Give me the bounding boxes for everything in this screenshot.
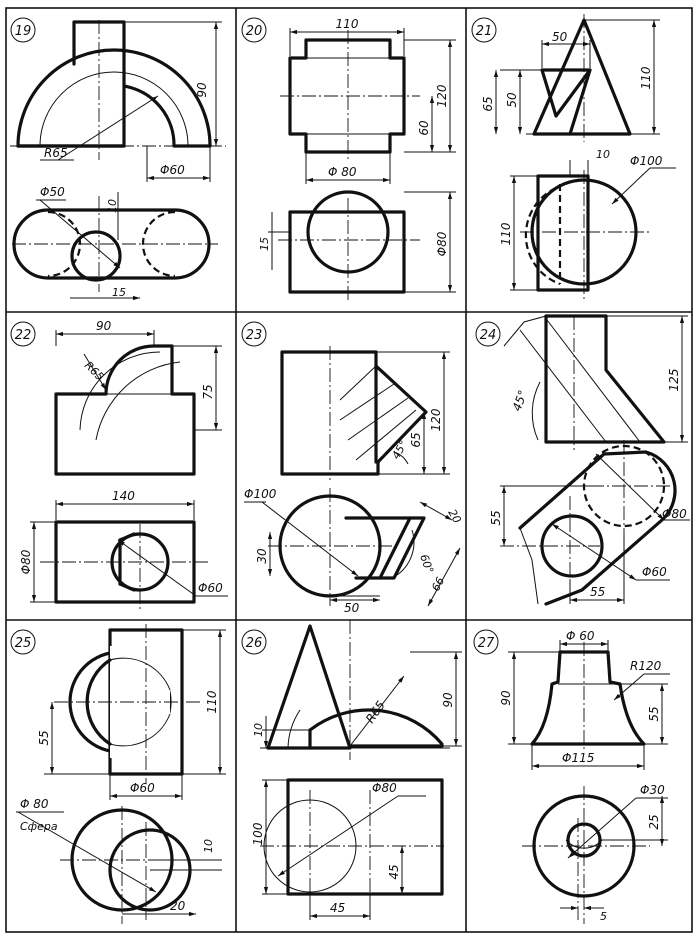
dim-label: 90 xyxy=(499,690,513,706)
dim-label: Φ60 xyxy=(198,581,223,595)
dim-label: Сфера xyxy=(20,820,58,833)
dim-label: Φ80 xyxy=(435,231,449,257)
problem-25 xyxy=(11,624,226,924)
problem-22 xyxy=(11,319,228,610)
dim-label: 120 xyxy=(429,408,443,432)
dim-label: Φ100 xyxy=(630,154,663,168)
dim-label: 120 xyxy=(435,84,449,108)
dim-label: 10 xyxy=(252,723,265,737)
dim-label: 65 xyxy=(481,96,495,112)
dim-label: 45 xyxy=(330,901,346,915)
dim-label: 45° xyxy=(389,438,411,462)
dim-label: Φ115 xyxy=(562,751,595,765)
problem-number: 24 xyxy=(479,328,497,343)
dim-label: 50 xyxy=(344,601,360,615)
dim-label: 15 xyxy=(258,237,271,251)
dim-label: R65 xyxy=(44,146,68,160)
problem-27 xyxy=(474,629,670,924)
dim-label: 55 xyxy=(647,706,661,722)
dim-label: R65 xyxy=(81,358,107,384)
dim-label: 90 xyxy=(195,82,209,98)
dim-label: Φ30 xyxy=(640,783,665,797)
problem-number: 21 xyxy=(475,24,493,39)
problem-number: 23 xyxy=(245,328,263,343)
dim-label: Φ60 xyxy=(130,781,155,795)
dim-label: 125 xyxy=(667,368,681,392)
dim-label: Φ80 xyxy=(662,507,687,521)
dim-label: 55 xyxy=(590,585,606,599)
dim-label: Φ50 xyxy=(40,185,65,199)
dim-label: 15 xyxy=(112,286,126,299)
dim-label: 110 xyxy=(499,222,513,246)
dim-label: 90 xyxy=(441,692,455,708)
dim-label: 30 xyxy=(255,548,269,564)
dim-label: 45 xyxy=(387,864,401,880)
problem-26 xyxy=(242,620,462,920)
dim-label: 140 xyxy=(112,489,135,503)
dim-label: Φ100 xyxy=(244,487,277,501)
problem-number: 22 xyxy=(14,328,32,343)
dim-label: 45° xyxy=(509,388,531,414)
problem-24 xyxy=(476,316,690,604)
problem-19 xyxy=(10,18,226,299)
dim-label: Φ60 xyxy=(160,163,185,177)
dim-label: 110 xyxy=(205,690,219,714)
dim-label: 50 xyxy=(505,92,519,108)
dim-label: 55 xyxy=(489,510,503,526)
dim-label: Φ80 xyxy=(19,549,33,575)
problem-23 xyxy=(242,322,464,615)
dim-label: 110 xyxy=(335,17,359,31)
dim-label: Φ 80 xyxy=(20,797,49,811)
dim-label: Φ 80 xyxy=(328,165,357,179)
dim-label: 20 xyxy=(445,507,464,526)
problem-number: 19 xyxy=(14,24,32,39)
dim-label: Φ60 xyxy=(642,565,667,579)
dim-label: 10 xyxy=(596,148,610,161)
dim-label: 25 xyxy=(647,814,661,830)
dim-label: 66 xyxy=(429,574,448,594)
problem-number: 27 xyxy=(477,636,495,651)
dim-label: 90 xyxy=(96,319,112,333)
dim-label: 60° xyxy=(417,552,437,576)
problem-number: 20 xyxy=(245,24,263,39)
dim-label: 10 xyxy=(106,199,119,213)
dim-label: R65 xyxy=(362,698,388,726)
problem-number: 26 xyxy=(245,636,263,651)
problem-20 xyxy=(242,17,456,300)
dim-label: 110 xyxy=(639,66,653,90)
dim-label: 50 xyxy=(552,30,568,44)
dim-label: 100 xyxy=(251,822,265,846)
dim-label: R120 xyxy=(630,659,662,673)
dim-label: 10 xyxy=(202,839,215,853)
dim-label: 20 xyxy=(170,899,186,913)
dim-label: 60 xyxy=(417,120,431,136)
dim-label: Φ80 xyxy=(372,781,397,795)
dim-label: Φ 60 xyxy=(566,629,595,643)
problem-21 xyxy=(472,14,676,300)
dim-label: 65 xyxy=(409,432,423,448)
problem-number: 25 xyxy=(14,636,32,651)
dim-label: 75 xyxy=(201,384,215,400)
dim-label: 55 xyxy=(37,730,51,746)
dim-label: 5 xyxy=(600,910,607,923)
